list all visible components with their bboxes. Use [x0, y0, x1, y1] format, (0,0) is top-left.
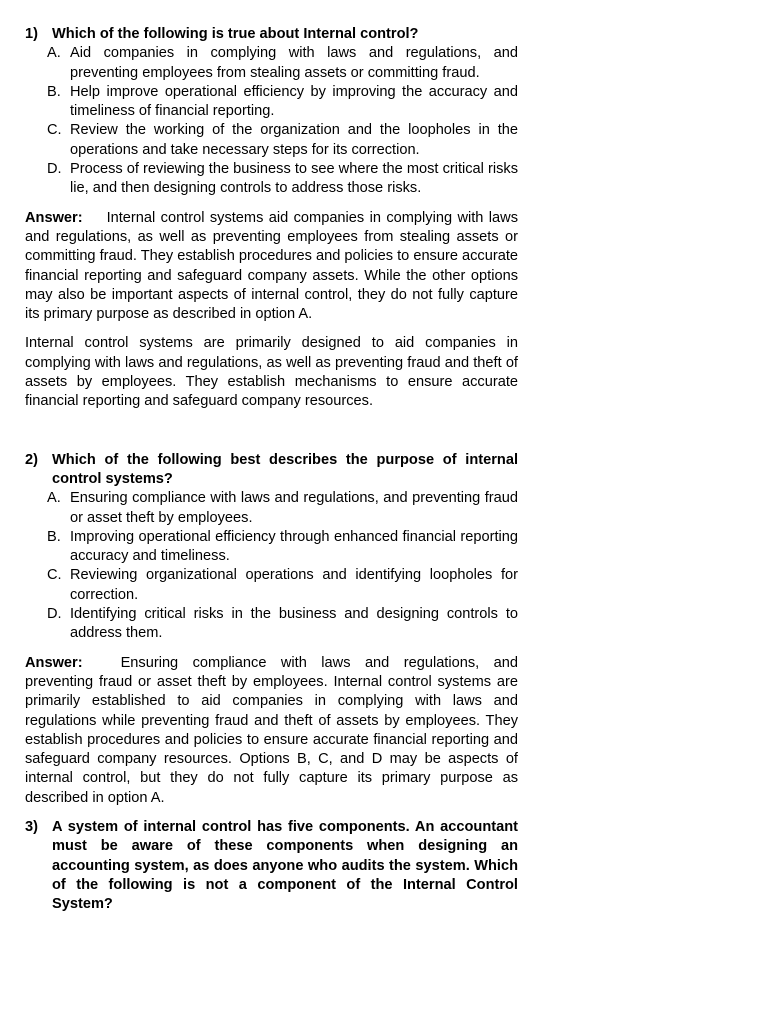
option-letter: D.	[47, 161, 62, 178]
question-1-options	[25, 44, 518, 198]
option-letter: A.	[47, 45, 61, 62]
option-text: Help improve operational efficiency by improving the accuracy and timeliness of financial reporting.	[70, 83, 518, 120]
option-letter: B.	[47, 528, 61, 545]
answer-label: Answer:	[25, 654, 83, 671]
option-c	[47, 121, 518, 160]
question-2-answer	[25, 654, 518, 808]
question-2	[25, 451, 518, 490]
question-2-options	[25, 489, 518, 643]
option-letter: C.	[47, 122, 62, 139]
option-letter: C.	[47, 567, 62, 584]
option-d	[47, 160, 518, 199]
option-a	[47, 44, 518, 83]
option-letter: A.	[47, 490, 61, 507]
question-1-extra-paragraph: Internal control systems are primarily designed to aid companies in complying with laws and regulations, as well as preventing fraud and theft of assets by employees. They establish mechanisms to ensure accurate financial reporting and safeguard company resources.	[25, 335, 518, 410]
option-text: Reviewing organizational operations and identifying loopholes for correction.	[70, 567, 518, 603]
option-c	[47, 566, 518, 605]
option-a	[47, 489, 518, 528]
option-letter: D.	[47, 606, 62, 623]
question-3-number: 3)	[25, 818, 38, 835]
option-letter: B.	[47, 83, 61, 100]
question-3-text: A system of internal control has five components. An accountant must be aware of these components when designing an accounting system, as does anyone who audits the system. Which of the following is not a component of the Internal Control System?	[52, 818, 518, 913]
option-text: Improving operational efficiency through enhanced financial reporting accuracy and timeliness.	[70, 528, 518, 565]
option-text: Identifying critical risks in the business and designing controls to address them.	[70, 606, 518, 642]
question-2-text: Which of the following best describes the purpose of internal control systems?	[52, 451, 518, 487]
question-1-number: 1)	[25, 26, 38, 42]
question-1-answer	[25, 209, 518, 325]
answer-label: Answer:	[25, 209, 83, 226]
answer-text: Internal control systems aid companies in complying with laws and regulations, as well as preventing employees from stealing assets or committing fraud. They establish procedures and policies to ensure accurate financial reporting and safeguard company assets. While the other options may also be important aspects of internal control, they do not fully capture its primary purpose as described in option A.	[25, 209, 518, 323]
question-2-number: 2)	[25, 451, 38, 468]
question-1-text: Which of the following is true about Internal control?	[52, 26, 419, 42]
question-3	[25, 818, 518, 914]
option-b	[47, 83, 518, 122]
option-d	[47, 605, 518, 644]
option-text: Ensuring compliance with laws and regulations, and preventing fraud or asset theft by employees.	[70, 490, 518, 526]
option-text: Aid companies in complying with laws and regulations, and preventing employees from stealing assets or committing fraud.	[70, 45, 518, 81]
option-text: Review the working of the organization and the loopholes in the operations and take necessary steps for its correction.	[70, 122, 518, 158]
question-1	[25, 25, 518, 44]
document-page	[25, 25, 518, 914]
option-text: Process of reviewing the business to see where the most critical risks lie, and then designing controls to address those risks.	[70, 161, 518, 197]
option-b	[47, 528, 518, 567]
answer-text: Ensuring compliance with laws and regulations, and preventing fraud or asset theft by employees. Internal control systems are primarily established to aid companies in complying with laws and regulations while preventing fraud and theft of assets by employees. They establish procedures and policies to ensure accurate financial reporting and safeguard company resources. Options B, C, and D may be aspects of internal control, but they do not fully capture its primary purpose as described in option A.	[25, 654, 518, 806]
